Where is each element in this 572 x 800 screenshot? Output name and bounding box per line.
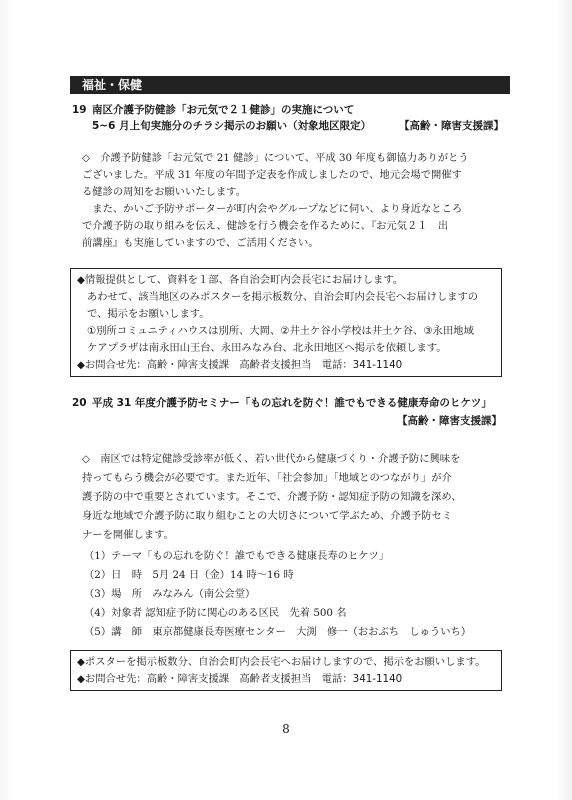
item-19-body (82, 150, 502, 252)
item-20-contact: ◆お問合せ先：高齢・障害支援課 高齢者支援担当 電話：341-1140 (77, 673, 403, 685)
item-20-dept: 【高齢・障害支援課】 (397, 415, 502, 427)
item-19-box-line: ◆情報提供として、資料を１部、各自治会町内会長宅にお届けします。 (77, 274, 404, 286)
item-20-detail-lecturer: （5）講 師 東京都健康長寿医療センター 大渕 修一（おおぶち しゅういち） (84, 626, 472, 638)
section-title-bar: 福祉・保健 (70, 76, 510, 94)
item-19-title-line1: 南区介護予防健診「お元気で２１健診」の実施について (92, 104, 355, 116)
item-19-heading-line2 (92, 119, 512, 133)
item-20-body-line: 護予防の中で重要とされています。そこで、介護予防・認知症予防の知識を深め、 (82, 491, 462, 503)
item-19-box-line: ①別所コミュニティハウスは別所、大岡、②井土ケ谷小学校は井土ケ谷、③永田地域 (87, 325, 474, 337)
item-20-info-box (70, 650, 502, 691)
item-20-body (82, 450, 502, 545)
item-19-dept: 【高齢・障害支援課】 (399, 120, 504, 132)
item-19-box-line: ケアプラザは南永田山王台、永田みなみ台、北永田地区へ掲示を依頼します。 (87, 342, 447, 354)
item-20-heading (72, 396, 512, 410)
item-19-box-line: で、掲示をお願いします。 (87, 308, 210, 320)
item-19-number: 19 (72, 104, 87, 116)
item-20-body-line: ナーを開催します。 (82, 529, 174, 541)
item-20-body-line: 身近な地域で介護予防に取り組むことの大切さについて学ぶため、介護予防セミ (82, 510, 453, 522)
item-19-contact: ◆お問合せ先：高齢・障害支援課 高齢者支援担当 電話：341-1140 (77, 359, 403, 371)
item-20-detail-theme: （1）テーマ「もの忘れを防ぐ！誰でもできる健康長寿のヒケツ」 (84, 550, 390, 562)
item-20-body-line: 持ってもらう機会が必要です。また近年、「社会参加」「地域とのつながり」が介 (82, 472, 452, 484)
item-20-title: 平成 31 年度介護予防セミナー「もの忘れを防ぐ！誰でもできる健康寿命のヒケツ」 (92, 397, 492, 409)
item-19-body-line: ございました。平成 31 年度の年間予定表を作成しましたので、地元会場で開催す (82, 169, 462, 181)
page-number: 8 (282, 722, 290, 736)
item-20-details-list (84, 547, 504, 642)
item-19-info-box (70, 268, 502, 377)
item-19-body-line: 前講座』も実施していますので、ご活用ください。 (82, 237, 319, 249)
item-19-body-line: で介護予防の取り組みを伝え、健診を行う機会を作るために、『お元気２１ 出 (82, 220, 449, 232)
item-20-detail-place: （3）場 所 みなみん（南公会堂） (84, 588, 256, 600)
item-19-box-line: あわせて、該当地区のみポスターを掲示板数分、自治会町内会長宅へお届けしますの (87, 291, 479, 303)
item-20-box-line: ◆ポスターを掲示板数分、自治会町内会長宅へお届けしますので、掲示をお願いします。 (77, 656, 486, 668)
item-20-number: 20 (72, 397, 87, 409)
item-19-body-line: また、かいご予防サポーターが町内会やグループなどに伺い、より身近なところ (82, 203, 463, 215)
item-19-body-line: る健診の周知をお願いいたします。 (82, 186, 246, 198)
item-20-detail-target: （4）対象者 認知症予防に関心のある区民 先着 500 名 (84, 607, 347, 619)
item-19-body-line: ◇ 介護予防健診「お元気で 21 健診」について、平成 30 年度も御協力ありがとう (82, 152, 469, 164)
item-19-heading (72, 103, 512, 117)
item-19-title-line2: 5~6 月上旬実施分のチラシ掲示のお願い（対象地区限定） (92, 120, 372, 132)
item-20-body-line: ◇ 南区では特定健診受診率が低く、若い世代から健康づくり・介護予防に興味を (82, 453, 461, 465)
item-20-detail-date: （2）日 時 5月 24 日（金）14 時～16 時 (84, 569, 294, 581)
